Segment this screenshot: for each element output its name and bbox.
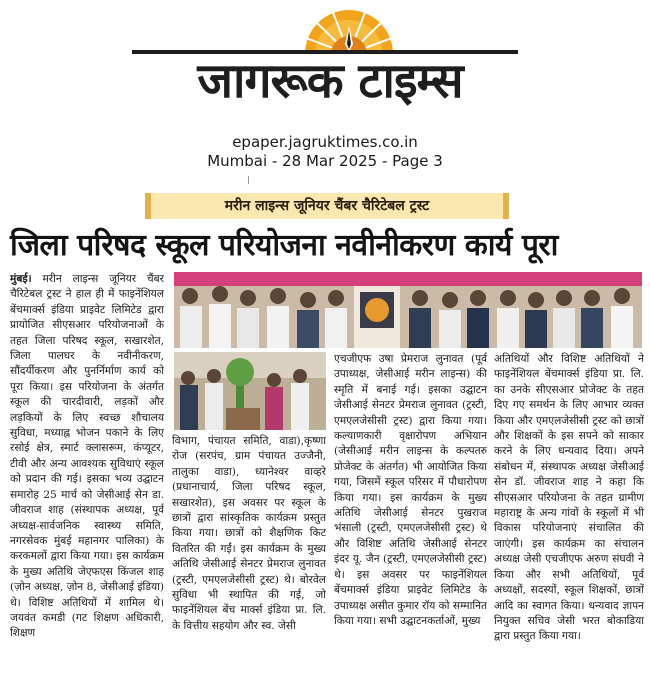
epaper-url: epaper.jagruktimes.co.in <box>232 133 418 151</box>
divider-tick <box>248 176 249 184</box>
article-column-1-text: मरीन लाइन्स जूनियर चैंबर चैरिटेबल ट्रस्ट ने हाल ही में फाइनेंशियल बेंचमार्क्स इंडिया प्राइवेट लिमिटेड द्वारा प्रायोजित सीएसआर परियोजनाओं के तहत जिला परिषद स्कूल, सखारशेत, जिला पालघर के नवीनीकरण, सौंदर्यीकरण और पुनर्निर्माण कार्य को पूरा किया। इस परियोजना के अंतर्गत स्कूल की चारदीवारी, लड़कों और लड़कियों के लिए स्वच्छ शौचालय सुविधा, मध्याह्न भोजन पकाने के लिए रसोई क्षेत्र, स्मार्ट क्लासरूम, कंप्यूटर, टीवी और अन्य आवश्यक सुविधाएं स्कूल को प्रदान की गई। इसका भव्य उद्घाटन समारोह 25 मार्च को जेसीआई सेन डा. जीवराज शाह (संस्थापक अध्यक्ष, पूर्व अध्यक्ष-सार्वजनिक स्वास्थ्य समिति, नगरसेवक मुंबई महानगर पालिका) के करकमलों द्वारा किया गया। इस कार्यक्रम के मुख्य अतिथि जेएफएस किंजल शाह (ज़ोन अध्यक्ष, ज़ोन 8, जेसीआई इंडिया) थे। विशिष्ट अतिथियों में शामिल थे। जयवंत कमडी (गट शिक्षण अधिकारी, शिक्षण <box>10 273 164 640</box>
article-kicker: मरीन लाइन्स जूनियर चैंबर चैरिटेबल ट्रस्ट <box>145 193 509 219</box>
masthead-logo-text: जागरूक टाइम्स <box>197 53 463 109</box>
masthead <box>0 0 650 125</box>
article-column-4: अतिथियों और विशिष्ट अतिथियों ने फाइनेंशियल बेंचमार्क्स इंडिया प्रा. लि. का उनके सीएसआर प्रोजेक्ट के तहत दिए गए समर्थन के लिए आभार व्यक्त किया और एमएलजेसीसी ट्रस्ट को छात्रों और शिक्षकों के इस सपने को साकार करने के लिए धन्यवाद दिया। अपने संबोधन में, संस्थापक अध्यक्ष जेसीआई सेन डॉ. जीवराज शाह ने कहा कि सीएसआर परियोजना के तहत ग्रामीण महाराष्ट्र के अन्य गांवों के स्कूलों में भी विकास परियोजनाएं संचालित की जाएंगी। इस कार्यक्रम का संचालन अध्यक्ष जेसी एचजीएफ अरुण संघवी ने किया और सभी अतिथियों, पूर्व अध्यक्षों, सदस्यों, स्कूल शिक्षकों, छात्रों आदि का स्वागत किया। धन्यवाद ज्ञापन नियुक्त सचिव जेसी भरत बोकाडिया द्वारा प्रस्तुत किया गया। <box>494 353 644 643</box>
tree-plantation-photo <box>174 352 326 430</box>
article-column-2: विभाग, पंचायत समिति, वाडा),कृष्णा रोज (सरपंच, ग्राम पंचायत उज्जैनी, तालुका वाडा), ध्यानेश्वर वाव्हरे (प्रधानाचार्य, जिला परिषद स्कूल, सखारशेत), इस अवसर पर स्कूल के छात्रों द्वारा सांस्कृतिक कार्यक्रम प्रस्तुत किया गया। छात्रों को शैक्षणिक किट वितरित की गईं। इस कार्यक्रम के मुख्य अतिथि जेसीआई सेनटर प्रेमराज लुनावत (ट्रस्टी, एमएलजेसीसी ट्रस्ट) थे। बोरवेल सुविधा भी स्थापित की गई, जो फाइनेंशियल बेंच मार्क्स इंडिया प्रा. लि. के वित्तीय सहयोग और स्व. जेसी <box>172 435 326 632</box>
article-column-1 <box>10 272 164 678</box>
article-headline: जिला परिषद स्कूल परियोजना नवीनीकरण कार्य पूरा <box>10 228 558 263</box>
dateline: मुंबई। <box>10 273 32 285</box>
edition-date: Mumbai - 28 Mar 2025 - Page 3 <box>207 152 443 170</box>
article-column-3: एचजीएफ उषा प्रेमराज लुनावत (पूर्व उपाध्यक्ष, जेसीआई मरीन लाइन्स) की स्मृति में बनाई गई। इसका उद्घाटन जेसीआई सेनटर प्रेमराज लुनावत (ट्रस्टी, एमएलजेसीसी ट्रस्ट) द्वारा किया गया। कल्याणकारी वृक्षारोपण अभियान (जेसीआई मरीन लाइन्स के कल्पतरु प्रोजेक्ट के अंतर्गत) भी आयोजित किया गया, जिसमें स्कूल परिसर में पौधारोपण किया गया। इस कार्यक्रम के मुख्य अतिथि जेसीआई सेनटर पुखराज भंसाली (ट्रस्टी, एमएलजेसीसी ट्रस्ट) थे और विशिष्ट अतिथि जेसीआई सेनटर इंदर यू. जैन (ट्रस्टी, एमएलजेसीसी ट्रस्ट) थे। इस अवसर पर फाइनेंशियल बेंचमार्क्स इंडिया प्राइवेट लिमिटेड के उपाध्यक्ष असीत कुमार रॉय को सम्मानित किया गया। सभी उद्घाटनकर्ताओं, मुख्य <box>334 353 487 627</box>
event-group-photo <box>174 272 642 348</box>
